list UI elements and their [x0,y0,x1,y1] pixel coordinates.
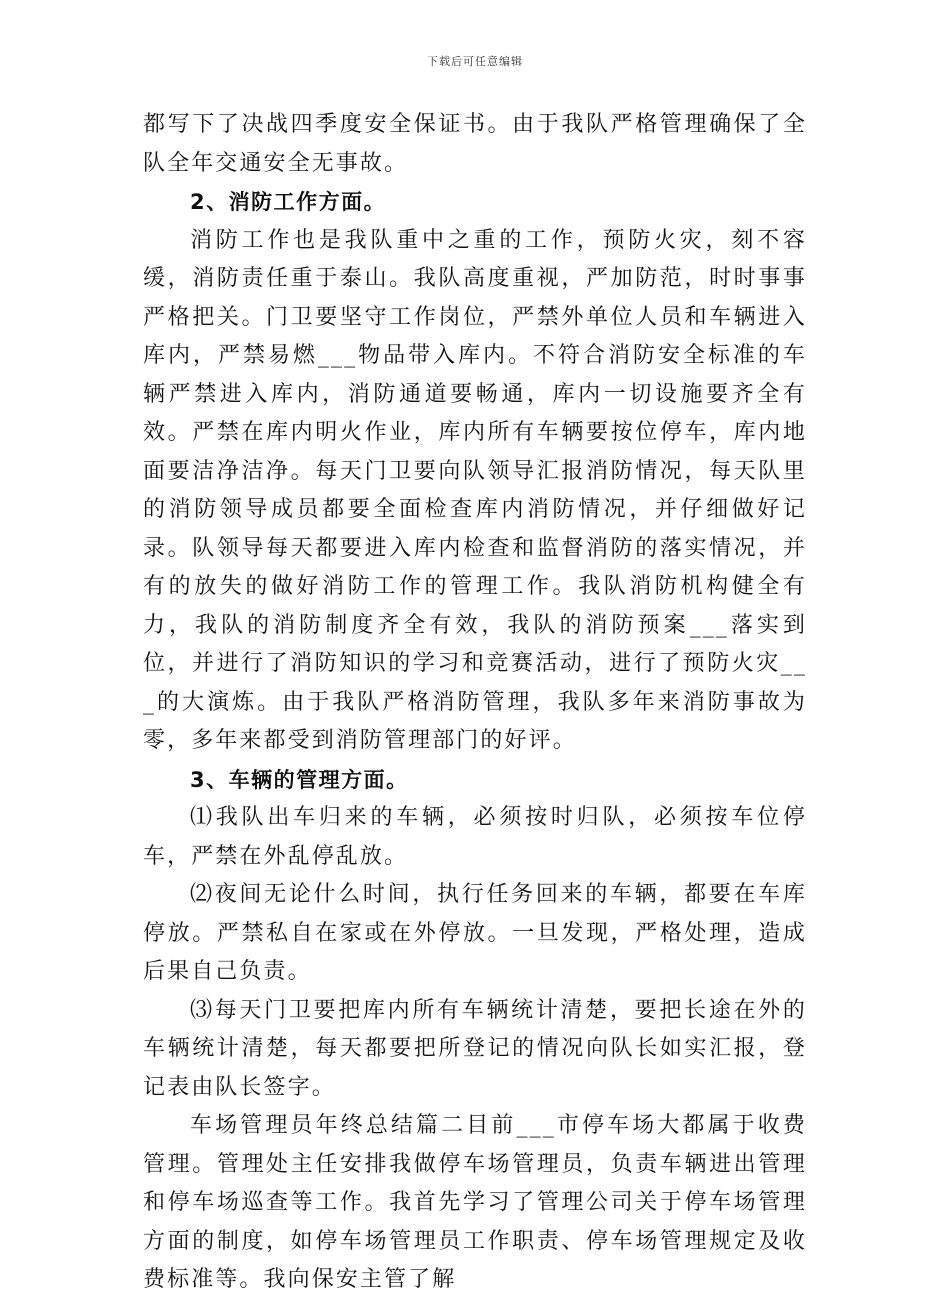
page-header: 下载后可任意编辑 [427,55,523,68]
paragraph-vehicle-rule-3: ⑶每天门卫要把库内所有车辆统计清楚，要把长途在外的车辆统计清楚，每天都要把所登记的情况向队长如实汇报，登记表由队长签字。 [143,997,807,1100]
paragraph-fire-safety: 消防工作也是我队重中之重的工作，预防火灾，刻不容缓，消防责任重于泰山。我队高度重视，严加防范，时时事事严格把关。门卫要坚守工作岗位，严禁外单位人员和车辆进入库内，严禁易燃___物品带入库内。不符合消防安全标准的车辆严禁进入库内，消防通道要畅通，库内一切设施要齐全有效。严禁在库内明火作业，库内所有车辆要按位停车，库内地面要洁净洁净。每天门卫要向队领导汇报消防情况，每天队里的消防领导成员都要全面检查库内消防情况，并仔细做好记录。队领导每天都要进入库内检查和监督消防的落实情况，并有的放失的做好消防工作的管理工作。我队消防机构健全有力，我队的消防制度齐全有效，我队的消防预案___落实到位，并进行了消防知识的学习和竞赛活动，进行了预防火灾___的大演炼。由于我队严格消防管理，我队多年来消防事故为零，多年来都受到消防管理部门的好评。 [143,227,807,753]
document-body [143,106,807,1300]
paragraph-parking-summary: 车场管理员年终总结篇二目前___市停车场大都属于收费管理。管理处主任安排我做停车场管理员，负责车辆进出管理和停车场巡查等工作。我首先学习了管理公司关于停车场管理方面的制度，如停车场管理员工作职责、停车场管理规定及收费标准等。我向保安主管了解 [143,1113,807,1292]
section-heading-vehicle-management: 3、车辆的管理方面。 [190,767,409,792]
paragraph-vehicle-rule-1: ⑴我队出车归来的车辆，必须按时归队，必须按车位停车，严禁在外乱停乱放。 [143,805,807,869]
paragraph-vehicle-rule-2: ⑵夜间无论什么时间，执行任务回来的车辆，都要在车库停放。严禁私自在家或在外停放。一旦发现，严格处理，造成后果自己负责。 [143,882,807,984]
section-heading-fire-safety: 2、消防工作方面。 [190,190,387,214]
paragraph-continuation: 都写下了决战四季度安全保证书。由于我队严格管理确保了全队全年交通安全无事故。 [143,112,807,176]
